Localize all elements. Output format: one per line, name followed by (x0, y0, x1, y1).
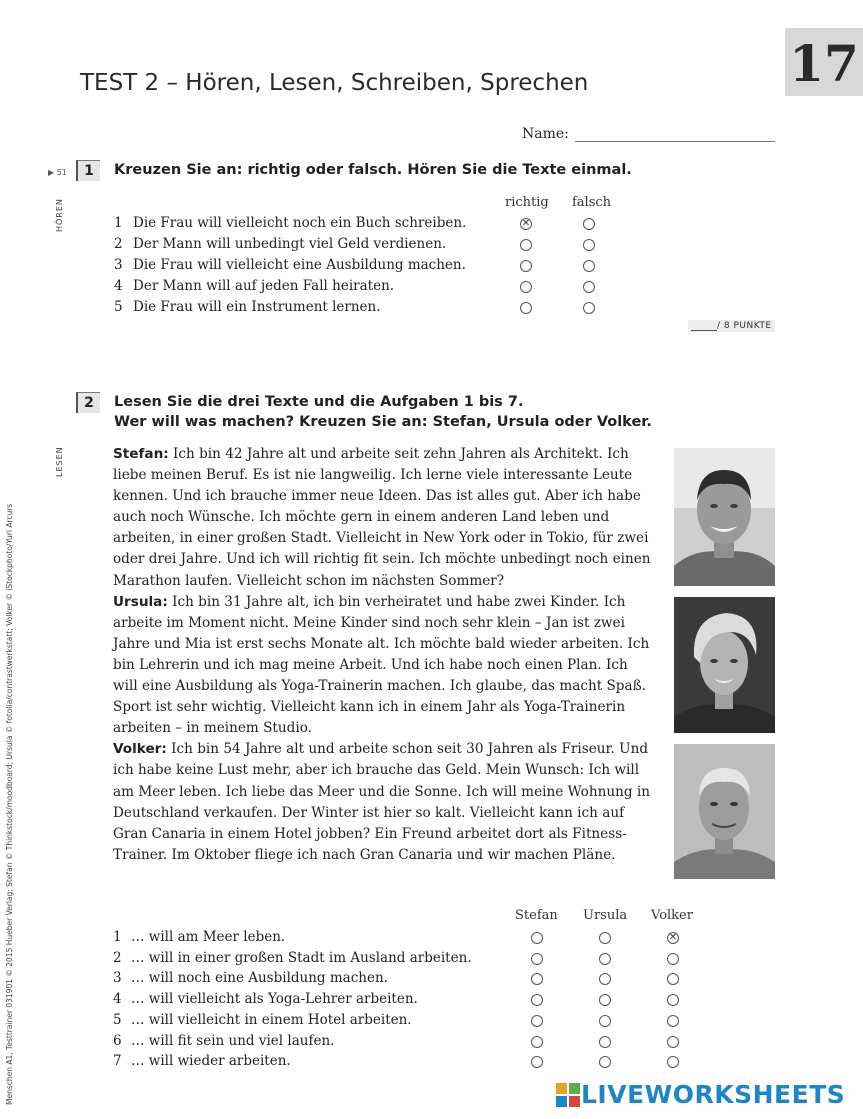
reading-texts (113, 444, 653, 866)
task1-number: 1 (76, 160, 100, 181)
task2-q3-volker-radio[interactable] (667, 973, 679, 985)
name-label: Name: (522, 126, 569, 142)
task2-q5-volker-radio[interactable] (667, 1015, 679, 1027)
task2-q1-volker-radio[interactable]: ✕ (668, 932, 678, 943)
liveworksheets-logo-icon (555, 1082, 581, 1108)
points-box (688, 320, 775, 332)
column-header-richtig: richtig (505, 195, 549, 210)
task1-q2-richtig-radio[interactable] (520, 239, 532, 251)
task2-q2-ursula-radio[interactable] (599, 953, 611, 965)
task2-q6-ursula-radio[interactable] (599, 1036, 611, 1048)
task1-question-number: 1 (114, 215, 123, 231)
task1-question-text: Der Mann will unbedingt viel Geld verdienen. (133, 236, 447, 252)
task2-q5-ursula-radio[interactable] (599, 1015, 611, 1027)
task1-q3-falsch-radio[interactable] (583, 260, 595, 272)
task2-question-number: 3 (113, 970, 122, 986)
column-header-ursula: Ursula (583, 908, 628, 923)
task2-q1-ursula-radio[interactable] (599, 932, 611, 944)
task2-question-text: … will am Meer leben. (131, 929, 286, 945)
task1-question-number: 3 (114, 257, 123, 273)
reading-body-stefan: Ich bin 42 Jahre alt und arbeite seit zehn Jahren als Architekt. Ich liebe meinen Beruf. Es ist nie langweilig. Ich lerne viele interessante Leute kennen. Und ich brauche immer neue Ideen. Das ist alles gut. Aber ich habe auch noch Wünsche. Ich möchte gern in einem anderen Land leben und arbeiten, in einer großen Stadt. Vielleicht in New York oder in Tokio, für zwei oder drei Jahre. Und ich will richtig fit sein. Ich möchte unbedingt noch einen Marathon laufen. Vielleicht schon im nächsten Sommer? (113, 446, 651, 589)
task2-question-number: 6 (113, 1033, 122, 1049)
column-header-stefan: Stefan (515, 908, 558, 923)
task2-question-number: 7 (113, 1053, 122, 1069)
task1-question-text: Die Frau will ein Instrument lernen. (133, 299, 381, 315)
task2-question-text: … will noch eine Ausbildung machen. (131, 970, 388, 986)
column-header-volker: Volker (651, 908, 693, 923)
task2-question-text: … will fit sein und viel laufen. (131, 1033, 335, 1049)
task1-question-text: Die Frau will vielleicht noch ein Buch schreiben. (133, 215, 467, 231)
task2-q2-volker-radio[interactable] (667, 953, 679, 965)
task2-heading-line2: Wer will was machen? Kreuzen Sie an: Stefan, Ursula oder Volker. (114, 414, 652, 430)
section-label-lesen: LESEN (55, 446, 64, 477)
reading-body-ursula: Ich bin 31 Jahre alt, ich bin verheiratet und habe zwei Kinder. Ich arbeite im Moment nicht. Meine Kinder sind noch sehr klein – Jan ist zwei Jahre und Mia ist erst sechs Monate alt. Ich möchte bald wieder arbeiten. Ich bin Lehrerin und ich mag meine Arbeit. Und ich habe noch einen Plan. Ich will eine Ausbildung als Yoga-Trainerin machen. Ich glaube, das macht Spaß. Sport ist sehr wichtig. Vielleicht kann ich in einem Jahr als Yoga-Trainerin arbeiten – in meinem Studio. (113, 593, 650, 737)
column-header-falsch: falsch (572, 195, 612, 210)
audio-track-label: ▶ 51 (48, 168, 67, 177)
reading-body-volker: Ich bin 54 Jahre alt und arbeite schon seit 30 Jahren als Friseur. Und ich habe keine Lust mehr, aber ich brauche das Geld. Mein Wunsch: Ich will am Meer leben. Ich liebe das Meer und die Sonne. Ich will meine Wohnung in Deutschland verkaufen. Der Winter ist hier so kalt. Vielleicht kann ich auf Gran Canaria in einem Hotel jobben? Ein Freund arbeitet dort als Fitness-Trainer. Im Oktober fliege ich nach Gran Canaria und wir machen Pläne. (113, 741, 650, 863)
page-title: TEST 2 – Hören, Lesen, Schreiben, Sprechen (80, 70, 589, 96)
task1-question-number: 5 (114, 299, 123, 315)
task2-question-text: … will wieder arbeiten. (131, 1053, 291, 1069)
task1-question-text: Die Frau will vielleicht eine Ausbildung machen. (133, 257, 466, 273)
task1-q1-richtig-radio[interactable]: ✕ (521, 218, 531, 229)
task2-q7-volker-radio[interactable] (667, 1056, 679, 1068)
reading-name-stefan: Stefan: (113, 446, 169, 462)
page-number: 17 (785, 28, 863, 96)
task2-question-text: … will in einer großen Stadt im Ausland arbeiten. (131, 950, 472, 966)
task1-q5-richtig-radio[interactable] (520, 302, 532, 314)
points-blank[interactable] (691, 322, 717, 331)
reading-text-volker (113, 739, 653, 866)
task2-question-number: 2 (113, 950, 122, 966)
image-credits: Menschen A1, Testtrainer 031901 © 2015 Hueber Verlag; Stefan © Thinkstock/moodboard; Ursula © fotolia/contrastwerkstatt; Volker © iStockphoto/Yuri Arcurs (5, 503, 14, 1105)
task2-number: 2 (76, 392, 100, 413)
task2-q3-stefan-radio[interactable] (531, 973, 543, 985)
task1-q2-falsch-radio[interactable] (583, 239, 595, 251)
task2-q2-stefan-radio[interactable] (531, 953, 543, 965)
liveworksheets-logo[interactable] (555, 1080, 845, 1109)
task2-q3-ursula-radio[interactable] (599, 973, 611, 985)
task2-q4-ursula-radio[interactable] (599, 994, 611, 1006)
task2-q6-volker-radio[interactable] (667, 1036, 679, 1048)
liveworksheets-logo-text: LIVEWORKSHEETS (581, 1080, 846, 1109)
task1-q4-falsch-radio[interactable] (583, 281, 595, 293)
task1-heading: Kreuzen Sie an: richtig oder falsch. Hören Sie die Texte einmal. (114, 162, 632, 178)
task2-q7-ursula-radio[interactable] (599, 1056, 611, 1068)
task2-q6-stefan-radio[interactable] (531, 1036, 543, 1048)
photo-ursula (674, 597, 775, 733)
reading-name-ursula: Ursula: (113, 593, 168, 610)
section-label-hoeren: HÖREN (55, 198, 64, 232)
reading-text-stefan (113, 444, 653, 592)
task1-q1-falsch-radio[interactable] (583, 218, 595, 230)
task1-q3-richtig-radio[interactable] (520, 260, 532, 272)
task2-q5-stefan-radio[interactable] (531, 1015, 543, 1027)
task2-question-number: 1 (113, 929, 122, 945)
task1-question-number: 4 (114, 278, 123, 294)
task2-q1-stefan-radio[interactable] (531, 932, 543, 944)
photo-stefan (674, 448, 775, 586)
name-field[interactable] (575, 141, 775, 142)
task1-question-text: Der Mann will auf jeden Fall heiraten. (133, 278, 395, 294)
task1-q5-falsch-radio[interactable] (583, 302, 595, 314)
photo-volker (674, 744, 775, 879)
task1-q4-richtig-radio[interactable] (520, 281, 532, 293)
reading-text-ursula (113, 592, 653, 740)
task1-question-number: 2 (114, 236, 123, 252)
task2-q4-volker-radio[interactable] (667, 994, 679, 1006)
reading-name-volker: Volker: (113, 741, 167, 758)
task2-q4-stefan-radio[interactable] (531, 994, 543, 1006)
task2-question-number: 4 (113, 991, 122, 1007)
task2-question-number: 5 (113, 1012, 122, 1028)
task2-question-text: … will vielleicht als Yoga-Lehrer arbeiten. (131, 991, 418, 1007)
points-label: / 8 PUNKTE (717, 321, 772, 331)
task2-q7-stefan-radio[interactable] (531, 1056, 543, 1068)
task2-question-text: … will vielleicht in einem Hotel arbeiten. (131, 1012, 412, 1028)
task2-heading-line1: Lesen Sie die drei Texte und die Aufgaben 1 bis 7. (114, 394, 524, 410)
